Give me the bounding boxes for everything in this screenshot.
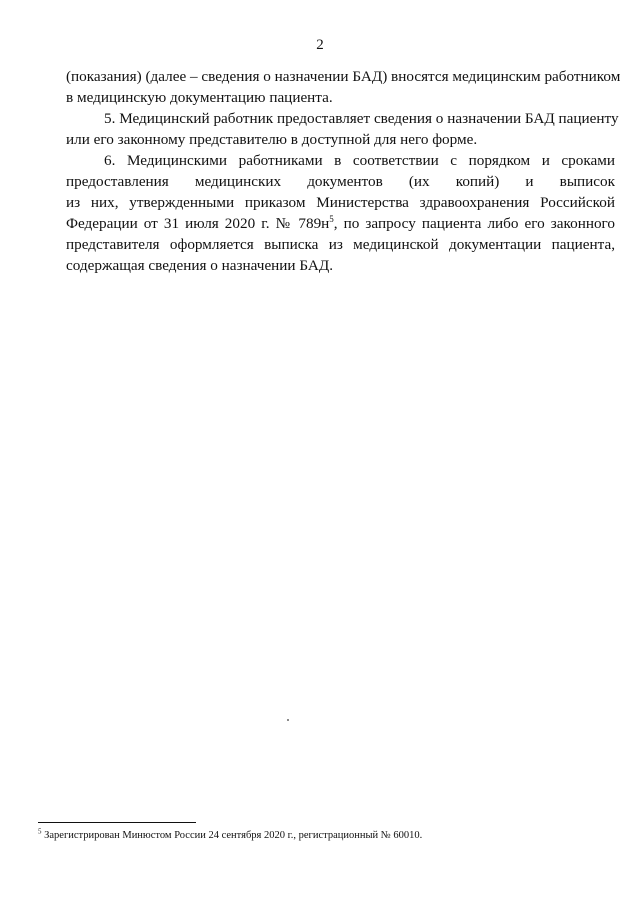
document-body xyxy=(66,66,621,276)
footnote-marker: 5 xyxy=(38,827,42,836)
paragraph-line: или его законному представителю в доступной для него форме. xyxy=(66,131,478,148)
paragraph-text: , по запросу пациента либо его законного xyxy=(333,215,615,232)
paragraph-text: Федерации от 31 июля 2020 г. № 789н xyxy=(66,215,330,232)
paragraph-5 xyxy=(66,108,619,150)
scan-artifact xyxy=(287,719,289,721)
paragraph-line: 6. Медицинскими работниками в соответствии с порядком и сроками xyxy=(104,152,615,169)
footnote-separator xyxy=(38,822,196,823)
footnote xyxy=(38,829,598,842)
paragraph-line: в медицинскую документацию пациента. xyxy=(66,89,333,106)
paragraph-line: из них, утвержденными приказом Министерства здравоохранения Российской xyxy=(66,194,615,211)
paragraph-line: представителя оформляется выписка из медицинской документации пациента, xyxy=(66,236,615,253)
paragraph-6 xyxy=(66,150,615,276)
paragraph-continuation xyxy=(66,66,621,108)
paragraph-line: (показания) (далее – сведения о назначении БАД) вносятся медицинским работником xyxy=(66,68,621,85)
paragraph-line: 5. Медицинский работник предоставляет сведения о назначении БАД пациенту xyxy=(104,110,619,127)
footnote-reference: 5 xyxy=(329,213,334,224)
footnote-text: Зарегистрирован Минюстом России 24 сентября 2020 г., регистрационный № 60010. xyxy=(41,830,423,841)
paragraph-line-with-footnote-ref xyxy=(66,213,615,234)
paragraph-line: содержащая сведения о назначении БАД. xyxy=(66,257,334,274)
page-number: 2 xyxy=(316,37,324,53)
paragraph-line: предоставления медицинских документов (их копий) и выписок xyxy=(66,173,615,190)
